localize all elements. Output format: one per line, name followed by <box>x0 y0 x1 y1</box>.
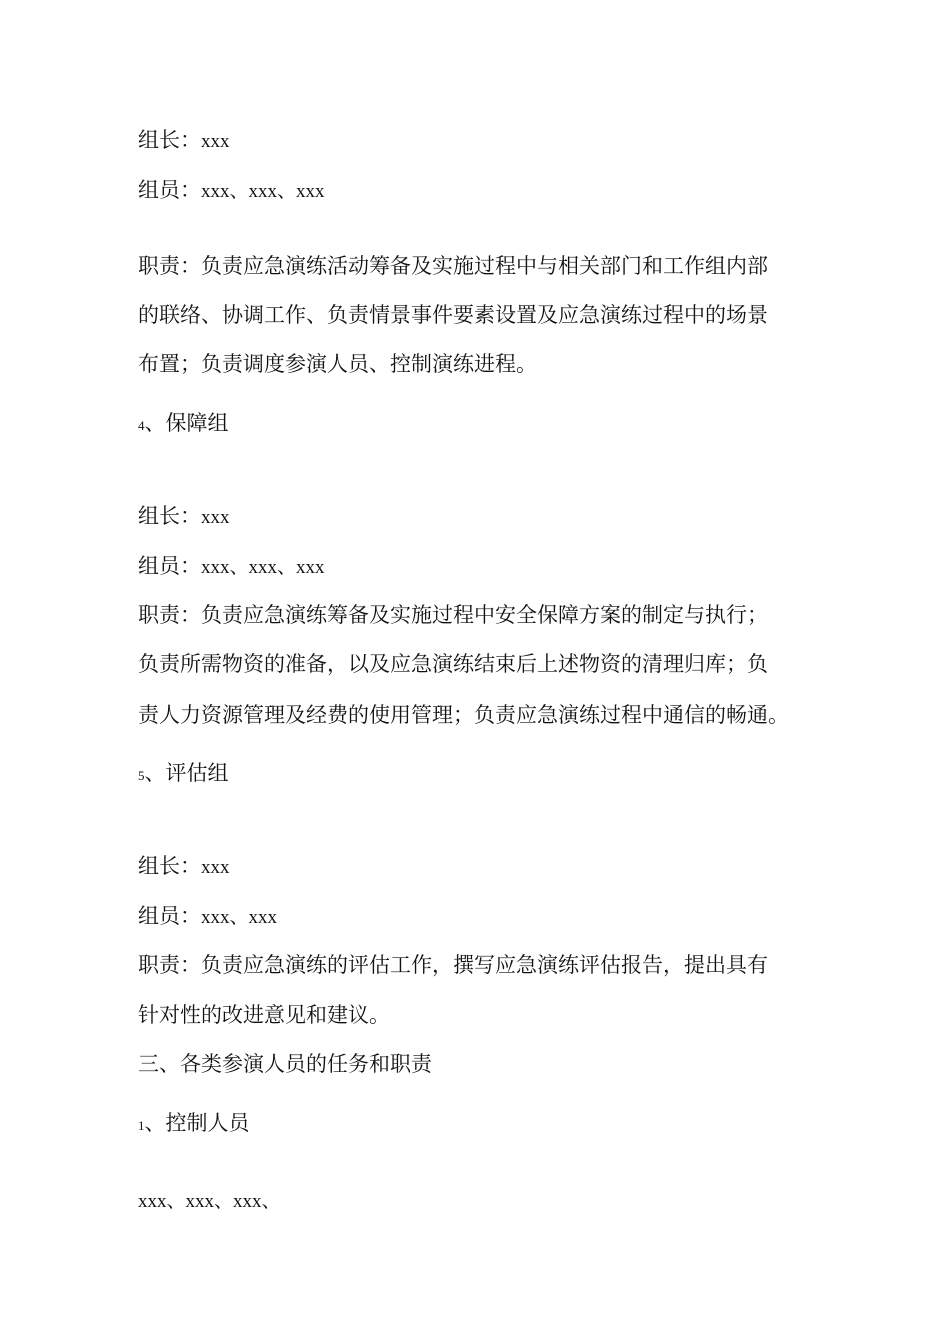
members-label: 组员： <box>138 904 201 928</box>
section3-heading: 三、各类参演人员的任务和职责 <box>138 1052 432 1076</box>
leader-label: 组长： <box>138 504 201 528</box>
leader-value: xxx <box>201 507 230 528</box>
members-label: 组员： <box>138 554 201 578</box>
group4-duty-line3: 责人力资源管理及经费的使用管理；负责应急演练过程中通信的畅通。 <box>138 703 789 727</box>
heading-number: 4 <box>138 418 145 433</box>
group5-members <box>138 902 277 932</box>
group4-duty-line2: 负责所需物资的准备，以及应急演练结束后上述物资的清理归库；负 <box>138 652 768 676</box>
heading-number: 5 <box>138 768 145 783</box>
members-value: xxx、xxx、xxx <box>201 181 325 202</box>
members-value: xxx、xxx <box>201 907 278 928</box>
section3-sub1-heading <box>138 1109 250 1140</box>
leader-label: 组长： <box>138 854 201 878</box>
leader-value: xxx <box>201 857 230 878</box>
leader-value: xxx <box>201 131 230 152</box>
heading-text: 、评估组 <box>144 761 229 785</box>
group4-leader <box>138 502 230 532</box>
heading-text: 、控制人员 <box>144 1111 250 1135</box>
group5-duty-line2: 针对性的改进意见和建议。 <box>138 1003 390 1027</box>
group5-leader <box>138 852 230 882</box>
heading-number: 1 <box>138 1118 145 1133</box>
group3-leader <box>138 126 230 156</box>
group4-heading <box>138 409 229 440</box>
group3-duty-line2: 的联络、协调工作、负责情景事件要素设置及应急演练过程中的场景 <box>138 303 768 327</box>
members-label: 组员： <box>138 178 201 202</box>
members-value: xxx、xxx、xxx <box>201 557 325 578</box>
group5-heading <box>138 759 229 790</box>
members-value: xxx、xxx、xxx、 <box>138 1191 281 1212</box>
group4-duty-line1: 职责：负责应急演练筹备及实施过程中安全保障方案的制定与执行； <box>138 603 768 627</box>
group3-duty-line1: 职责：负责应急演练活动筹备及实施过程中与相关部门和工作组内部 <box>138 254 768 278</box>
group5-duty-line1: 职责：负责应急演练的评估工作，撰写应急演练评估报告，提出具有 <box>138 953 768 977</box>
section3-sub1-members <box>138 1186 281 1216</box>
leader-label: 组长： <box>138 128 201 152</box>
group3-members <box>138 176 325 206</box>
heading-text: 、保障组 <box>144 411 229 435</box>
group4-members <box>138 552 325 582</box>
group3-duty-line3: 布置；负责调度参演人员、控制演练进程。 <box>138 352 537 376</box>
